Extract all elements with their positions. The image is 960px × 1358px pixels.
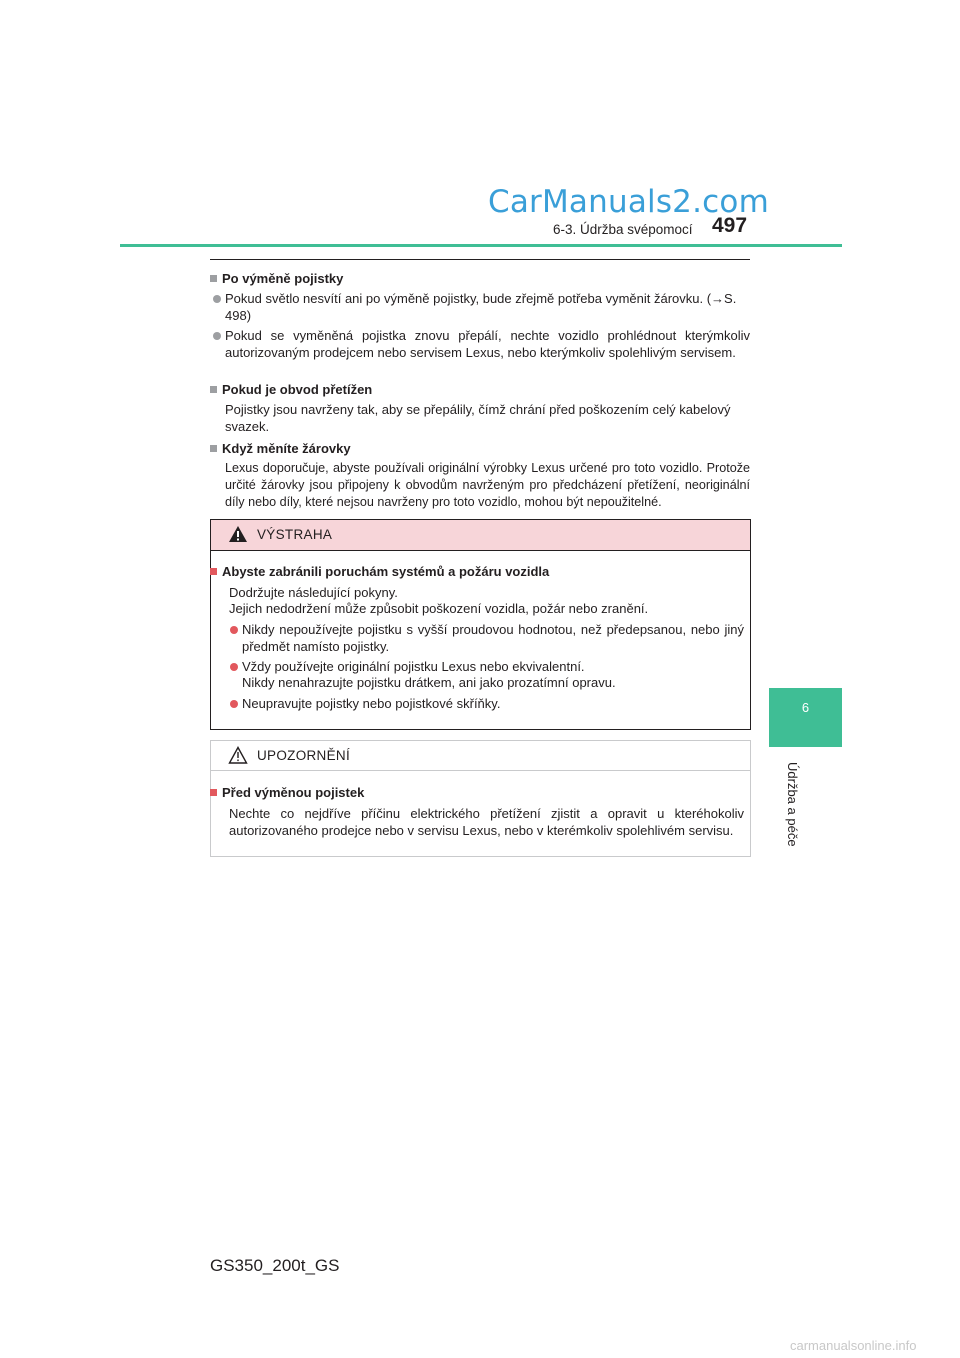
list-item-continuation: Nikdy nenahrazujte pojistku drátkem, ani jako prozatímní opravu. [242,675,616,690]
warning-intro: Dodržujte následující pokyny. [229,585,398,600]
page-number: 497 [712,214,748,237]
list-item: Vždy používejte originální pojistku Lexus nebo ekvivalentní. [242,658,744,675]
dot-bullet-icon [230,700,238,708]
notice-title: UPOZORNĚNÍ [257,748,351,763]
section-heading: Když měníte žárovky [210,440,750,457]
square-bullet-icon [210,275,217,282]
side-tab [769,688,842,747]
warning-header [211,520,750,551]
section-heading: Po výměně pojistky [210,270,750,287]
side-tab-label-wrap [786,762,800,882]
header-section-title: 6-3. Údržba svépomocí [553,222,693,237]
watermark-bottom: carmanualsonline.info [790,1338,917,1353]
square-bullet-icon [210,568,217,575]
warning-title: VÝSTRAHA [257,527,333,542]
notice-header [211,741,750,771]
side-tab-label: Údržba a péče [785,762,800,847]
notice-heading: Před výměnou pojistek [210,784,750,801]
square-bullet-icon [210,789,217,796]
paragraph: Pojistky jsou navrženy tak, aby se přepálily, čímž chrání před poškozením celý kabelový svazek. [225,402,731,434]
dot-bullet-icon [230,663,238,671]
warning-intro: Jejich nedodržení může způsobit poškození vozidla, požár nebo zranění. [229,601,649,616]
warning-heading: Abyste zabránili poruchám systémů a požáru vozidla [210,563,750,580]
paragraph: Lexus doporučuje, abyste používali originální výrobky Lexus určené pro toto vozidlo. Protože určité žárovky jsou připojeny k obvodům navrženým pro předcházení přetížení, neoriginální díly nebo díly, které nejsou navrženy pro toto vozidlo, mohou být nepoužitelné. [225,461,750,509]
header-rule [120,244,842,247]
dot-bullet-icon [213,332,221,340]
warning-triangle-icon [228,525,248,543]
footer-model-code: GS350_200t_GS [210,1256,340,1275]
list-item: Pokud světlo nesvítí ani po výměně pojistky, bude zřejmě potřeba vyměnit žárovku. (→S. 498) [225,290,750,324]
content-rule [210,259,750,260]
notice-text: Nechte co nejdříve příčinu elektrického přetížení zjistit a opravit u kteréhokoliv autorizovaného prodejce nebo v servisu Lexus, nebo v kterémkoliv spolehlivém servisu. [229,806,744,838]
list-item: Neupravujte pojistky nebo pojistkové skříňky. [242,695,744,712]
list-item: Pokud se vyměněná pojistka znovu přepálí, nechte vozidlo prohlédnout kterýmkoliv autorizovaným prodejcem nebo servisem Lexus, nebo kterýmkoliv spolehlivým servisem. [225,327,750,361]
dot-bullet-icon [230,626,238,634]
square-bullet-icon [210,386,217,393]
dot-bullet-icon [213,295,221,303]
caution-triangle-icon [228,746,248,764]
section-heading: Pokud je obvod přetížen [210,381,750,398]
watermark-top: CarManuals2.com [488,184,769,220]
square-bullet-icon [210,445,217,452]
side-tab-number: 6 [801,700,810,715]
list-item: Nikdy nepoužívejte pojistku s vyšší proudovou hodnotou, než předepsanou, nebo jiný předmět namísto pojistky. [242,621,744,655]
